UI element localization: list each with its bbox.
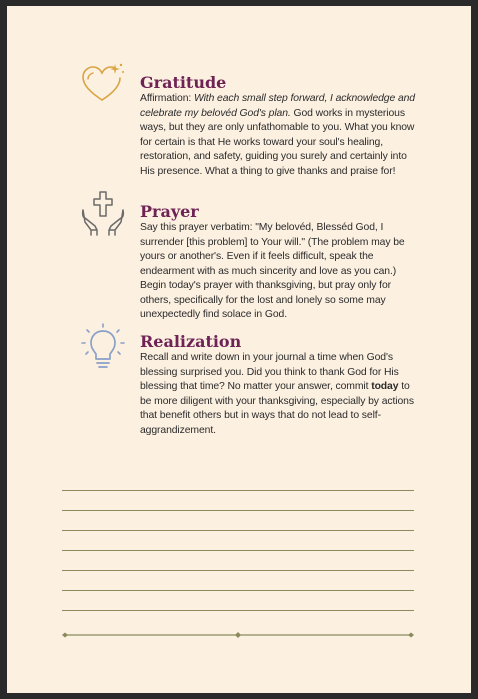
prayer-body: Say this prayer verbatim: "My belovéd, Blesséd God, I surrender [this problem] to Your will." (The problem may be yours or another's. Even if it feels difficult, speak the endearment with as much sincerity and love as you can.) Begin today's prayer with thanksgiving, but pray only for others, specifically for the lost and lonely so some may unexpectedly find solace in God. bbox=[140, 222, 405, 320]
journal-line[interactable] bbox=[62, 610, 414, 611]
journal-line[interactable] bbox=[62, 570, 414, 571]
journal-lines[interactable] bbox=[62, 490, 414, 630]
realization-body-start: Recall and write down in your journal a time when God's blessing surprised you. Did you think to thank God for His blessing that time? No matter your answer, commit bbox=[140, 352, 399, 392]
realization-section bbox=[140, 332, 418, 438]
lightbulb-icon bbox=[79, 322, 127, 370]
heart-sparkle-icon bbox=[80, 62, 126, 106]
affirmation-text: With each small step forward, I acknowledge and celebrate my belovéd God's plan. bbox=[140, 93, 415, 119]
journal-page bbox=[7, 6, 471, 693]
praying-hands-cross-icon bbox=[80, 188, 126, 236]
journal-line[interactable] bbox=[62, 510, 414, 511]
journal-line[interactable] bbox=[62, 530, 414, 531]
ornamental-divider bbox=[62, 632, 414, 638]
journal-line[interactable] bbox=[62, 590, 414, 591]
realization-body-end: to be more diligent with your thanksgiving, especially by actions that benefit others but in ways that do not lead to self-aggrandizement. bbox=[140, 381, 414, 436]
gratitude-text bbox=[140, 92, 418, 179]
prayer-title: Prayer bbox=[140, 202, 199, 221]
gratitude-title: Gratitude bbox=[140, 73, 227, 92]
gratitude-section bbox=[140, 73, 418, 179]
journal-line[interactable] bbox=[62, 550, 414, 551]
realization-emphasis: today bbox=[371, 381, 399, 392]
affirmation-label: Affirmation: bbox=[140, 93, 194, 104]
realization-title: Realization bbox=[140, 332, 242, 351]
prayer-section bbox=[140, 202, 418, 323]
realization-text bbox=[140, 351, 418, 438]
gratitude-body: God works in mysterious ways, but they are only unfathomable to you. What you know for certain is that He works toward your soul's healing, restoration, and safety, guiding you surely and certainly into His presence. What a thing to give thanks and praise for! bbox=[140, 107, 415, 177]
journal-line[interactable] bbox=[62, 490, 414, 491]
